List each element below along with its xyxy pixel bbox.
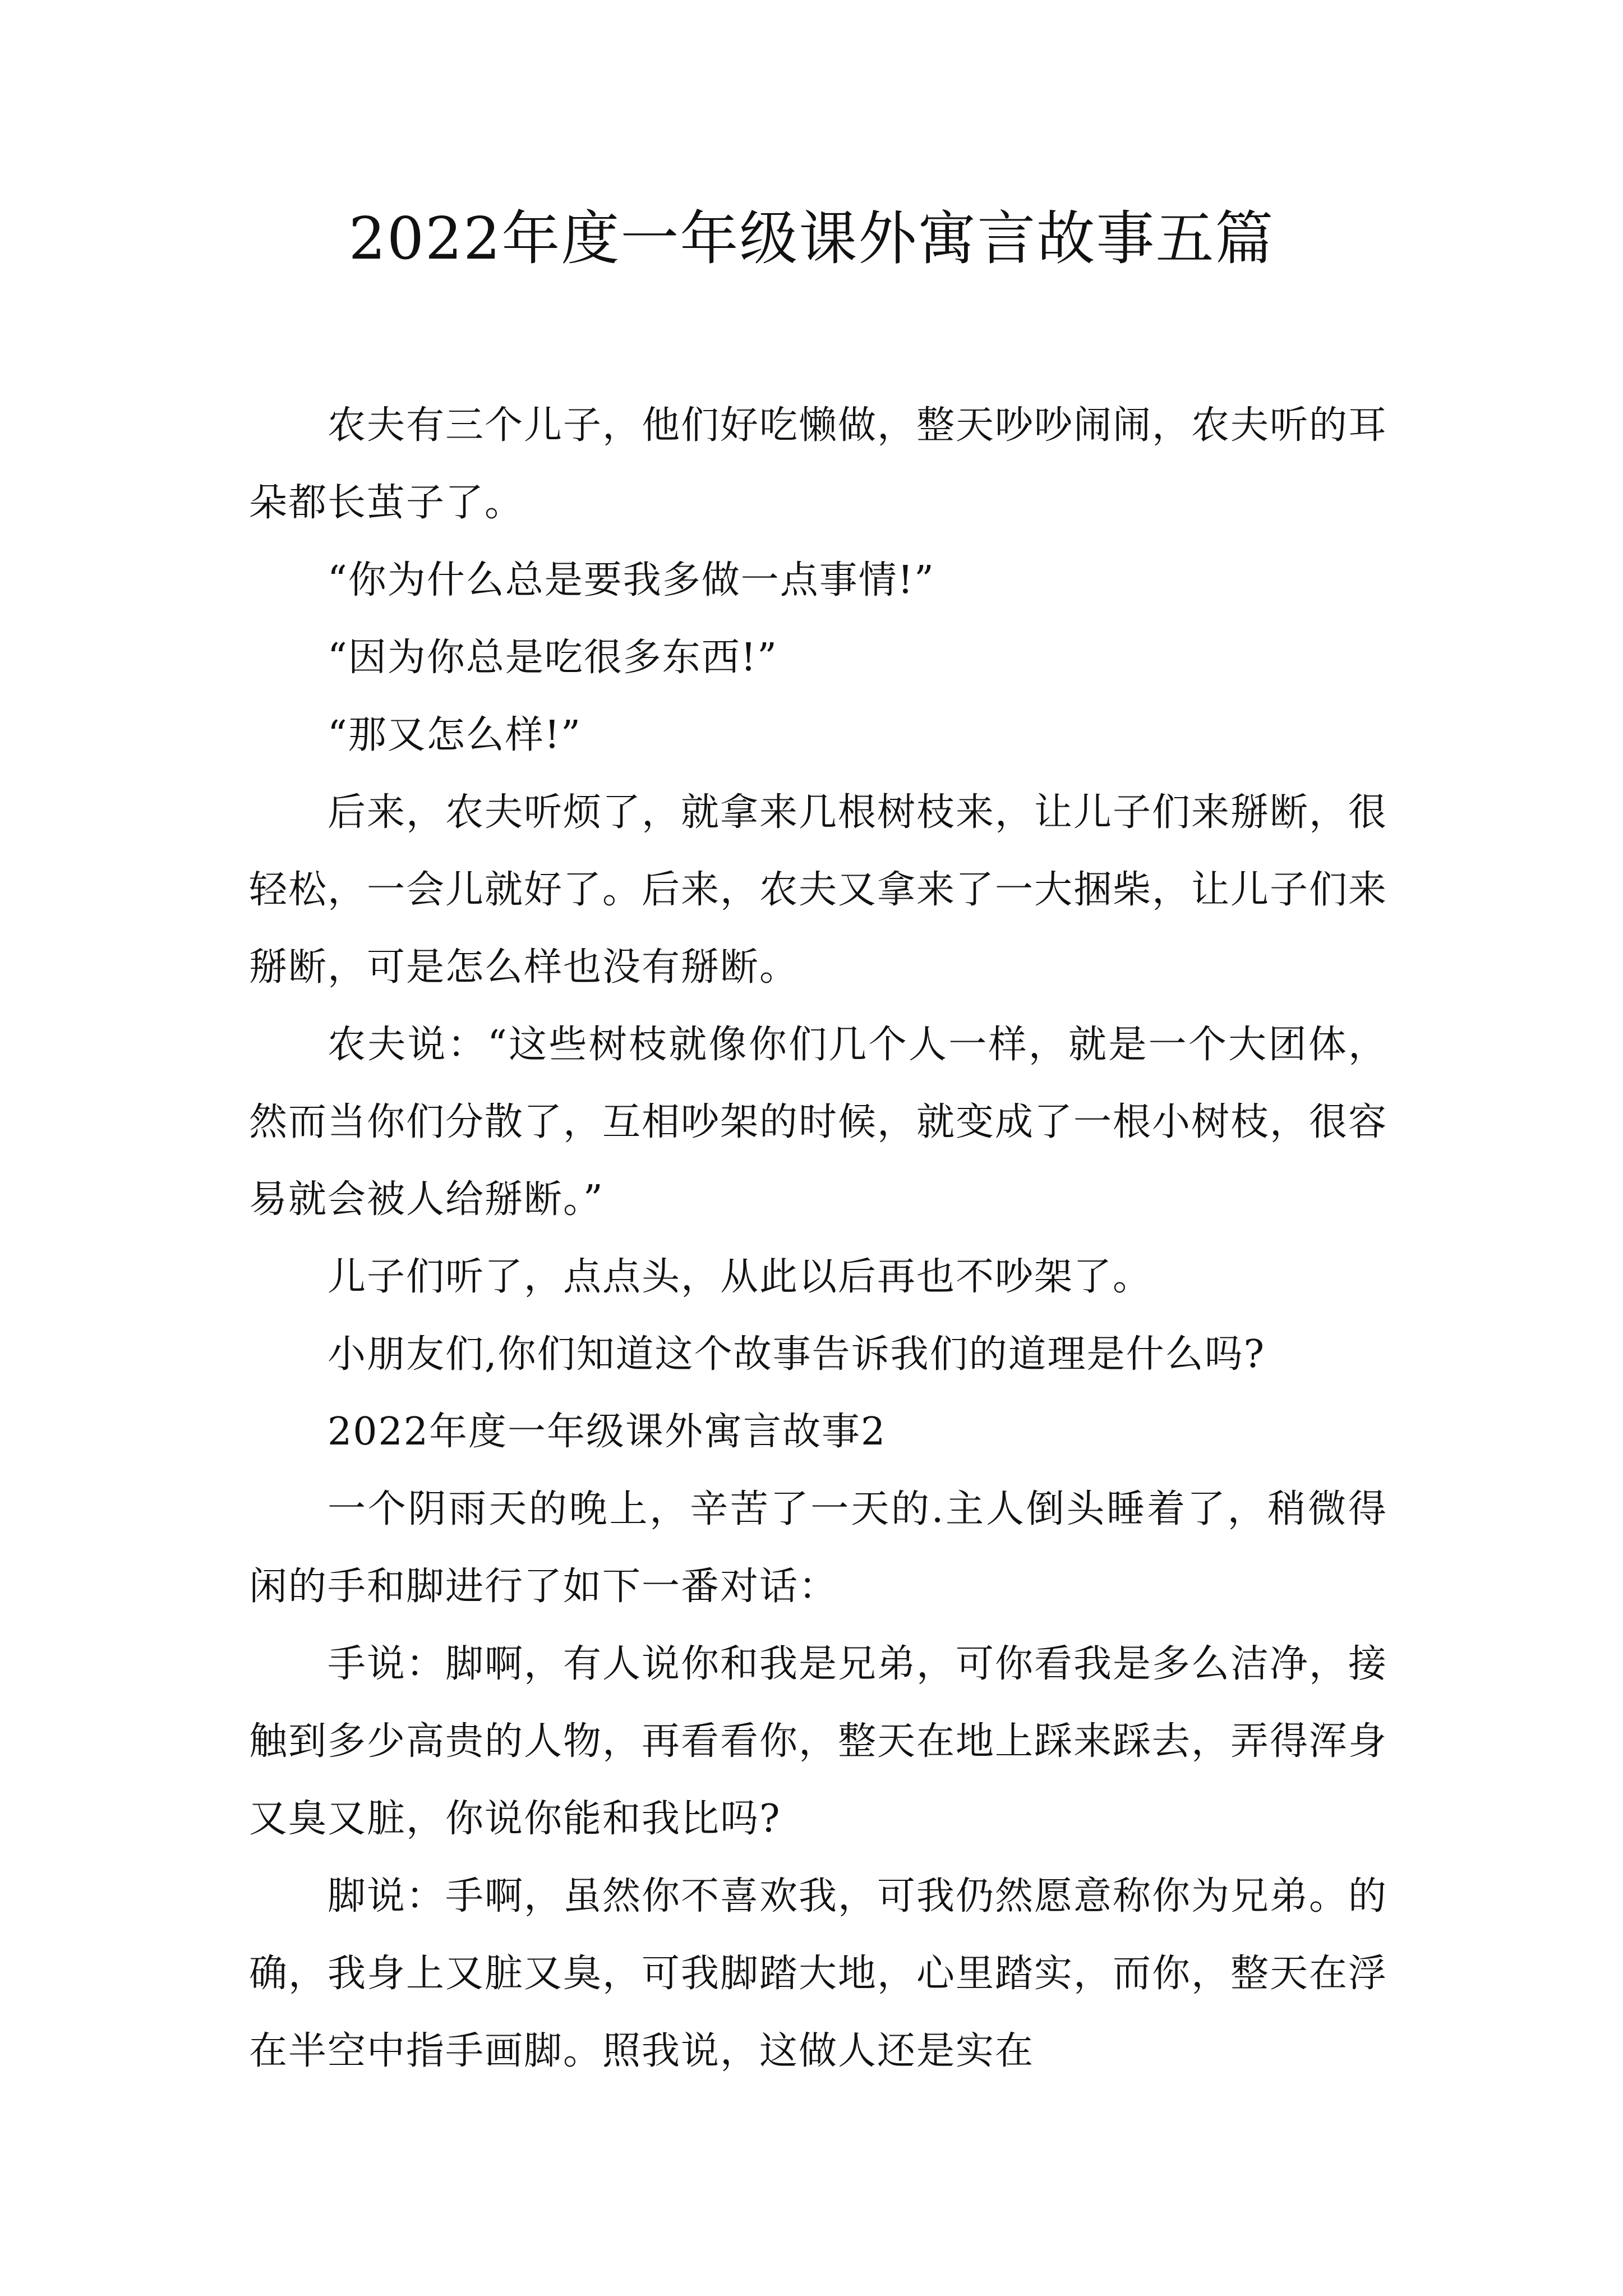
paragraph: 农夫有三个儿子，他们好吃懒做，整天吵吵闹闹，农夫听的耳朵都长茧子了。 <box>249 403 1388 525</box>
paragraph: 手说：脚啊，有人说你和我是兄弟，可你看我是多么洁净，接触到多少高贵的人物，再看看你，整天在地上踩来踩去，弄得浑身又臭又脏，你说你能和我比吗? <box>249 1642 1388 1841</box>
paragraph: “你为什么总是要我多做一点事情!” <box>328 558 935 602</box>
paragraph: 儿子们听了，点点头，从此以后再也不吵架了。 <box>328 1255 1152 1299</box>
paragraph: 后来，农夫听烦了，就拿来几根树枝来，让儿子们来掰断，很轻松，一会儿就好了。后来，农夫又拿来了一大捆柴，让儿子们来掰断，可是怎么样也没有掰断。 <box>249 790 1388 990</box>
document-body <box>249 387 1387 2090</box>
paragraph: 一个阴雨天的晚上，辛苦了一天的.主人倒头睡着了，稍微得闲的手和脚进行了如下一番对话： <box>249 1487 1387 1609</box>
paragraph: 脚说：手啊，虽然你不喜欢我，可我仍然愿意称你为兄弟。的确，我身上又脏又臭，可我脚踏大地，心里踏实，而你，整天在浮在半空中指手画脚。照我说，这做人还是实在 <box>249 1874 1388 2073</box>
paragraph: “因为你总是吃很多东西!” <box>328 636 778 680</box>
document-title: 2022年度一年级课外寓言故事五篇 <box>348 204 1275 273</box>
paragraph: 小朋友们,你们知道这个故事告诉我们的道理是什么吗? <box>328 1332 1266 1377</box>
paragraph: “那又怎么样!” <box>328 713 582 757</box>
section-heading: 2022年度一年级课外寓言故事2 <box>328 1410 887 1454</box>
paragraph: 农夫说：“这些树枝就像你们几个人一样，就是一个大团体，然而当你们分散了，互相吵架的时候，就变成了一根小树枝，很容易就会被人给掰断。” <box>249 1023 1388 1222</box>
